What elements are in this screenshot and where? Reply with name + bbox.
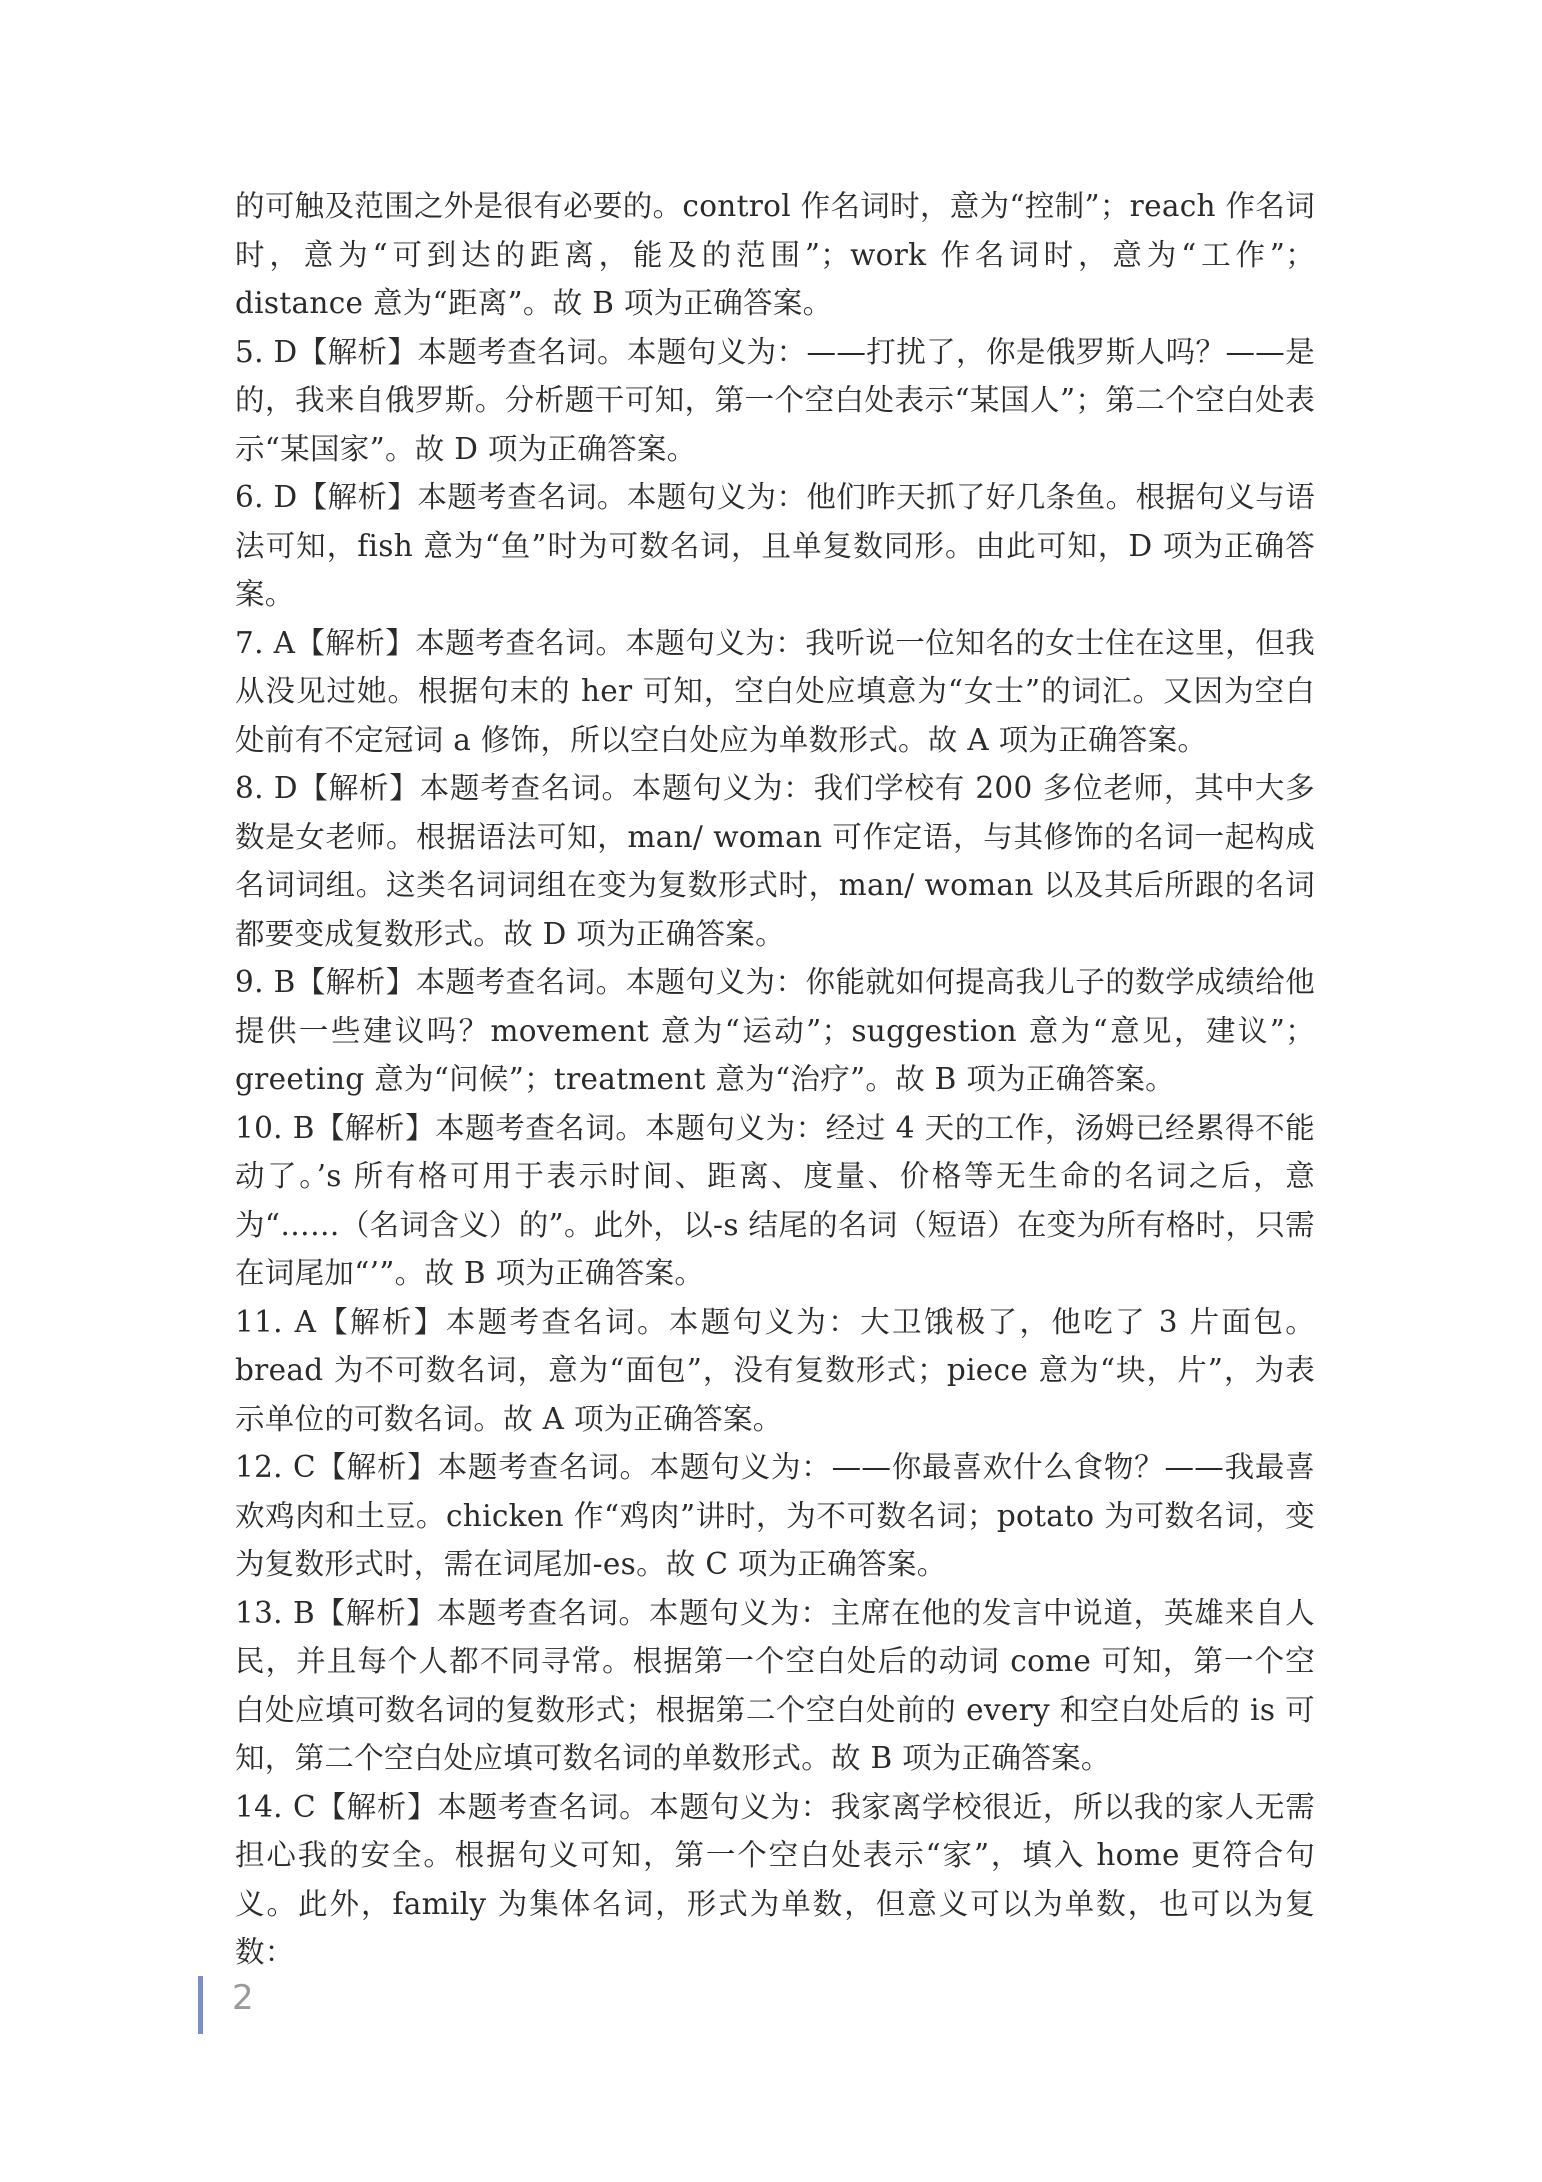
explanation-item-9: 9. B【解析】本题考查名词。本题句义为：你能就如何提高我儿子的数学成绩给他提供一些建议吗？movement 意为“运动”；suggestion 意为“意见，建议”；greeting 意为“问候”；treatment 意为“治疗”。故 B 项为正确答案。	[235, 965, 1315, 1096]
answer-explanations	[235, 182, 1315, 1977]
explanation-item-13: 13. B【解析】本题考查名词。本题句义为：主席在他的发言中说道，英雄来自人民，并且每个人都不同寻常。根据第一个空白处后的动词 come 可知，第一个空白处应填可数名词的复数形式；根据第二个空白处前的 every 和空白处后的 is 可知，第二个空白处应填可数名词的单数形式。故 B 项为正确答案。	[235, 1595, 1315, 1775]
explanation-item-12: 12. C【解析】本题考查名词。本题句义为：——你最喜欢什么食物？——我最喜欢鸡肉和土豆。chicken 作“鸡肉”讲时，为不可数名词；potato 为可数名词，变为复数形式时，需在词尾加-es。故 C 项为正确答案。	[235, 1450, 1315, 1581]
page-number: 2	[232, 1978, 254, 2018]
explanation-item-11: 11. A【解析】本题考查名词。本题句义为：大卫饿极了，他吃了 3 片面包。bread 为不可数名词，意为“面包”，没有复数形式；piece 意为“块，片”，为表示单位的可数名词。故 A 项为正确答案。	[235, 1304, 1315, 1436]
explanation-item-5: 5. D【解析】本题考查名词。本题句义为：——打扰了，你是俄罗斯人吗？——是的，我来自俄罗斯。分析题干可知，第一个空白处表示“某国人”；第二个空白处表示“某国家”。故 D 项为正确答案。	[235, 334, 1315, 466]
explanation-continued: 的可触及范围之外是很有必要的。control 作名词时，意为“控制”；reach 作名词时，意为“可到达的距离，能及的范围”；work 作名词时，意为“工作”；distance 意为“距离”。故 B 项为正确答案。	[235, 189, 1315, 320]
explanation-item-10: 10. B【解析】本题考查名词。本题句义为：经过 4 天的工作，汤姆已经累得不能动了。’s 所有格可用于表示时间、距离、度量、价格等无生命的名词之后，意为“……（名词含义）的”。此外，以-s 结尾的名词（短语）在变为所有格时，只需在词尾加“’”。故 B 项为正确答案。	[235, 1110, 1315, 1290]
explanation-item-7: 7. A【解析】本题考查名词。本题句义为：我听说一位知名的女士住在这里，但我从没见过她。根据句末的 her 可知，空白处应填意为“女士”的词汇。又因为空白处前有不定冠词 a 修饰，所以空白处应为单数形式。故 A 项为正确答案。	[235, 625, 1315, 757]
explanation-item-6: 6. D【解析】本题考查名词。本题句义为：他们昨天抓了好几条鱼。根据句义与语法可知，fish 意为“鱼”时为可数名词，且单复数同形。由此可知，D 项为正确答案。	[235, 480, 1315, 611]
explanation-item-8: 8. D【解析】本题考查名词。本题句义为：我们学校有 200 多位老师，其中大多数是女老师。根据语法可知，man/ woman 可作定语，与其修饰的名词一起构成名词词组。这类名词词组在变为复数形式时，man/ woman 以及其后所跟的名词都要变成复数形式。故 D 项为正确答案。	[235, 771, 1315, 951]
explanation-item-14: 14. C【解析】本题考查名词。本题句义为：我家离学校很近，所以我的家人无需担心我的安全。根据句义可知，第一个空白处表示“家”，填入 home 更符合句义。此外，family 为集体名词，形式为单数，但意义可以为单数，也可以为复数：	[235, 1789, 1315, 1969]
page-number-accent-bar	[198, 1976, 203, 2034]
